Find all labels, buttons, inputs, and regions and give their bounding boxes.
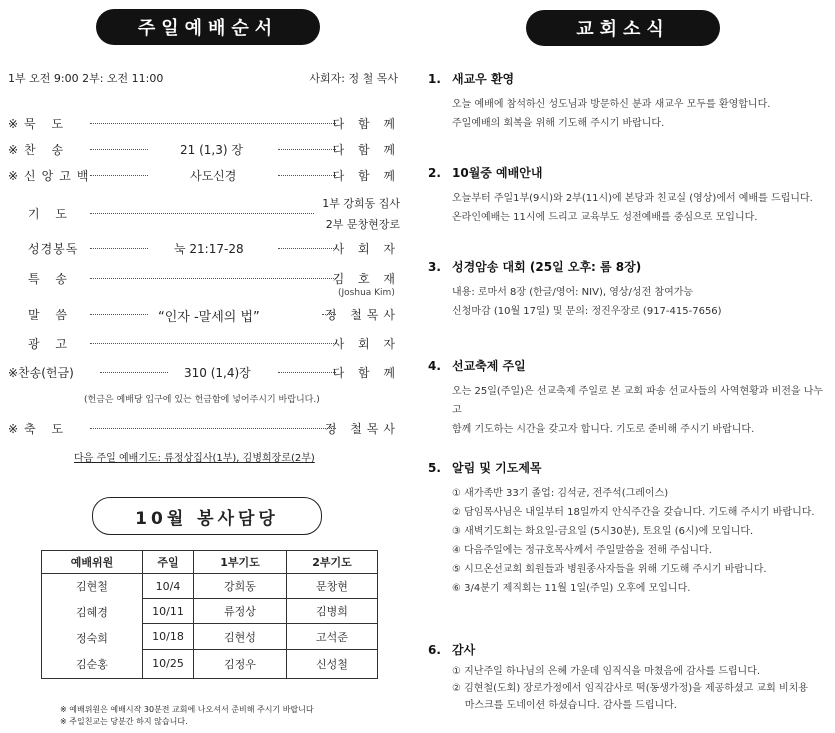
order-item-hymn: ※찬 송 21 (1,3) 장 다 함 께: [8, 143, 400, 157]
order-item-benediction: ※축 도 정 철목사: [8, 422, 400, 436]
next-week-prayer: 다음 주일 예배기도: 류정상집사(1부), 김병희장로(2부): [74, 453, 315, 464]
special-song-sub: (Joshua Kim): [338, 288, 395, 298]
order-item-offering-hymn: ※찬송(헌금) 310 (1,4)장 다 함 께: [8, 366, 400, 380]
table-row: 김현철 김혜경 정숙희 김순홍 10/4 강희동 문창현: [42, 574, 378, 599]
table-row: 10/18 김현성 고석준: [42, 624, 378, 649]
table-row: 10/11 류정상 김병희: [42, 599, 378, 624]
order-item-special-song: 특 송 김 호 재: [28, 272, 400, 286]
table-header-row: [42, 551, 378, 574]
prayer-1: 1부 강희동 집사: [322, 197, 400, 210]
footnote-1: ※ 예배위원은 예배시작 30분전 교회에 나오셔서 준비해 주시기 바랍니다: [60, 705, 314, 714]
news-section-2: 2. 10월중 예배안내 오늘부터 주일1부(9시)와 2부(11시)에 본당과 친교실 (영상)에서 예배를 드립니다. 온라인예배는 11시에 드리고 교육부도 성전예배를 중심으로 모입니다.: [428, 166, 813, 223]
news-section-5: 5. 알림 및 기도제목 ① 새가족반 33기 졸업: 김석균, 전주석(그레이스) ② 담임목사님은 내일부터 18일까지 안식주간을 갖습니다. 기도해 주시기 바랍니다. ③ 새벽기도회는 화요일-금요일 (5시30분), 토요일 (6시)에 모입니다. ④ 다음주일에는 정규호목사께서 주일말씀을 전해 주십니다. ⑤ 시므온선교회 회원들과 병원종사자들을 위해 기도해 주시기 바랍니다. ⑥ 3/4분기 제직회는 11월 1일(주일) 오후에 모입니다.: [428, 461, 815, 594]
table-row: 10/25 김정우 신성철: [42, 649, 378, 678]
order-item-announcements: 광 고 사 회 자: [28, 337, 400, 351]
news-section-4: 4. 선교축제 주일 오는 25일(주일)은 선교축제 주일로 본 교회 파송 선교사들의 사역현황과 비전을 나누고 함께 기도하는 시간을 갖고자 합니다. 기도로 준비해 주시기 바랍니다.: [428, 359, 824, 435]
order-item-prayer: 기 도: [8, 205, 400, 225]
offering-note: (헌금은 예배당 입구에 있는 헌금함에 넣어주시기 바랍니다.): [84, 395, 320, 405]
presider: 사회자: 정 철 목사: [309, 72, 398, 85]
prayer-2: 2부 문창현장로: [325, 218, 400, 231]
order-item-silent-prayer: ※묵 도 다 함 께: [8, 117, 400, 131]
table-header: 예배위원: [42, 551, 143, 574]
order-item-sermon: 말 씀 “인자 -말세의 법” 정 철목사: [28, 308, 400, 325]
worship-order-title: 주일예배순서: [96, 9, 320, 45]
table-header: 2부기도: [287, 551, 378, 574]
news-section-3: 3. 성경암송 대회 (25일 오후: 롬 8장) 내용: 로마서 8장 (한글/영어: NIV), 영상/성전 참여가능 신청마감 (10월 17일) 및 문의: 정진우장로 (917-415-7656): [428, 260, 722, 317]
committee-cell: 김현철 김혜경 정숙희 김순홍: [42, 574, 143, 679]
table-header: 주일: [143, 551, 194, 574]
church-news-title: 교회소식: [526, 10, 720, 46]
news-section-1: 1. 새교우 환영 오늘 예배에 참석하신 성도님과 방문하신 분과 새교우 모두를 환영합니다. 주일예배의 회복을 위해 기도해 주시기 바랍니다.: [428, 72, 771, 129]
news-section-6: 6. 감사 ① 지난주일 하나님의 은혜 가운데 임직식을 마쳤음에 감사를 드립니다. ② 김현철(도회) 장로가정에서 임직감사로 떡(동생가정)을 제공하셨고 교회 비치용 마스크를 도네이션 하셨습니다. 감사를 드립니다.: [428, 643, 808, 711]
order-item-scripture: 성경봉독 눅 21:17-28 사 회 자: [28, 242, 400, 256]
service-duty-table: [41, 550, 378, 679]
service-times: 1부 오전 9:00 2부: 오전 11:00: [8, 72, 164, 85]
order-item-creed: ※신앙고백 사도신경 다 함 께: [8, 169, 400, 183]
table-header: 1부기도: [194, 551, 287, 574]
footnote-2: ※ 주일친교는 당분간 하지 않습니다.: [60, 717, 188, 726]
service-duty-title: 10월 봉사담당: [92, 497, 322, 535]
